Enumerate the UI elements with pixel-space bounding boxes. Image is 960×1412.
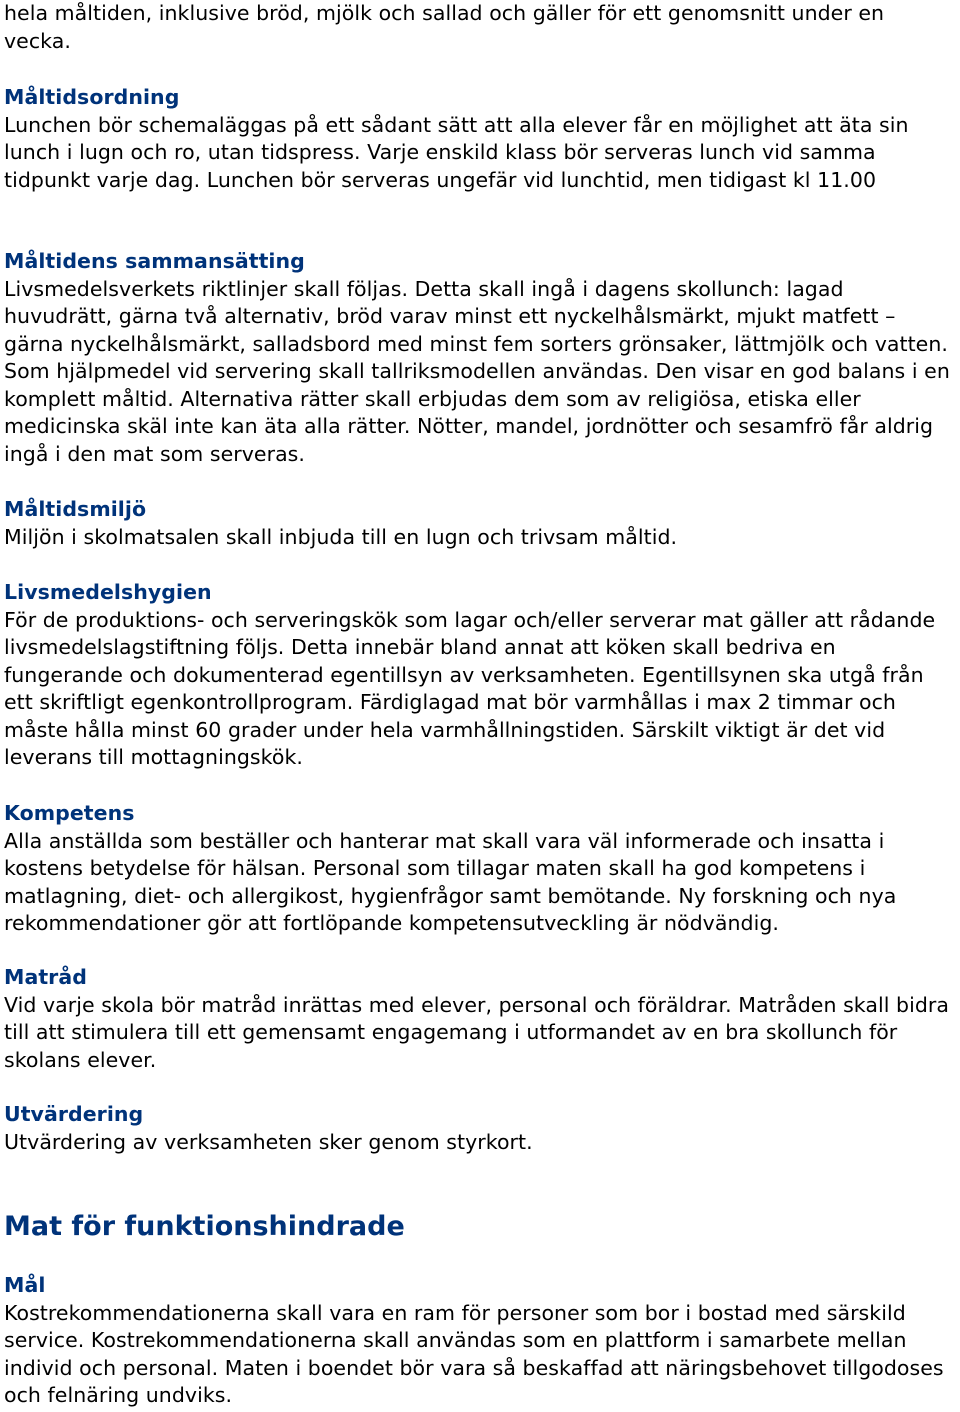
intro-paragraph (4, 0, 956, 55)
section-heading: Måltidsmiljö (4, 497, 147, 521)
section-kompetens (4, 800, 956, 938)
chapter-title: Mat för funktionshindrade (4, 1211, 405, 1242)
section-utvardering (4, 1101, 956, 1156)
section-text: Alla anställda som beställer och hanterar mat skall vara väl informerade och insatta i kostens betydelse för hälsan. Personal som tillagar maten skall ha god kompetens i matlagning, diet- och allergikost, hygienfrågor samt bemötande. Ny forskning och nya rekommendationer gör att fortlöpande kompetensutveckling är nödvändig. (4, 828, 897, 935)
section-maltidens-sammansatting (4, 248, 956, 468)
section-text: Miljön i skolmatsalen skall inbjuda till en lugn och trivsam måltid. (4, 524, 678, 549)
section-maltidsordning (4, 84, 956, 194)
section-heading: Mål (4, 1273, 46, 1297)
section-text: Kostrekommendationerna skall vara en ram för personer som bor i bostad med särskild service. Kostrekommendationerna skall användas som en plattform i samarbete mellan individ och personal. Maten i boendet bör vara så beskaffad att näringsbehovet tillgodoses och felnäring undviks. (4, 1300, 944, 1407)
section-heading: Livsmedelshygien (4, 580, 212, 604)
section-maltidsmiljo (4, 496, 956, 551)
section-text: Lunchen bör schemaläggas på ett sådant sätt att alla elever får en möjlighet att äta sin lunch i lugn och ro, utan tidspress. Varje enskild klass bör serveras lunch vid samma tidpunkt varje dag. Lunchen bör serveras ungefär vid lunchtid, men tidigast kl 11.00 (4, 112, 909, 192)
intro-text: hela måltiden, inklusive bröd, mjölk och sallad och gäller för ett genomsnitt under en vecka. (4, 1, 885, 53)
section-text: För de produktions- och serveringskök som lagar och/eller serverar mat gäller att rådande livsmedelslagstiftning följs. Detta innebär bland annat att köken skall bedriva en fungerande och dokumenterad egentillsyn av verksamheten. Egentillsynen ska utgå från ett skriftligt egenkontrollprogram. Färdiglagad mat bör varmhållas i max 2 timmar och måste hålla minst 60 grader under hela varmhållningstiden. Särskilt viktigt är det vid leverans till mottagningskök. (4, 607, 936, 769)
section-text: Vid varje skola bör matråd inrättas med elever, personal och föräldrar. Matråden skall bidra till att stimulera till ett gemensamt engagemang i utformandet av en bra skollunch för skolans elever. (4, 992, 949, 1072)
section-heading: Kompetens (4, 801, 135, 825)
section-matrad (4, 964, 956, 1074)
section-heading: Utvärdering (4, 1102, 144, 1126)
section-livsmedelshygien (4, 579, 956, 772)
section-heading: Måltidsordning (4, 85, 180, 109)
section-heading: Matråd (4, 965, 87, 989)
section-text: Livsmedelsverkets riktlinjer skall följas. Detta skall ingå i dagens skollunch: lagad huvudrätt, gärna två alternativ, bröd varav minst ett nyckelhålsmärkt, mjukt matfett – gärna nyckelhålsmärkt, salladsbord med minst fem sorters grönsaker, lättmjölk och vatten. Som hjälpmedel vid servering skall tallriksmodellen användas. Den visar en god balans i en komplett måltid. Alternativa rätter skall erbjudas dem som av religiösa, etiska eller medicinska skäl inte kan äta alla rätter. Nötter, mandel, jordnötter och sesamfrö får aldrig ingå i den mat som serveras. (4, 276, 950, 466)
section-heading: Måltidens sammansätting (4, 249, 305, 273)
section-mal (4, 1272, 956, 1410)
section-text: Utvärdering av verksamheten sker genom styrkort. (4, 1129, 533, 1154)
